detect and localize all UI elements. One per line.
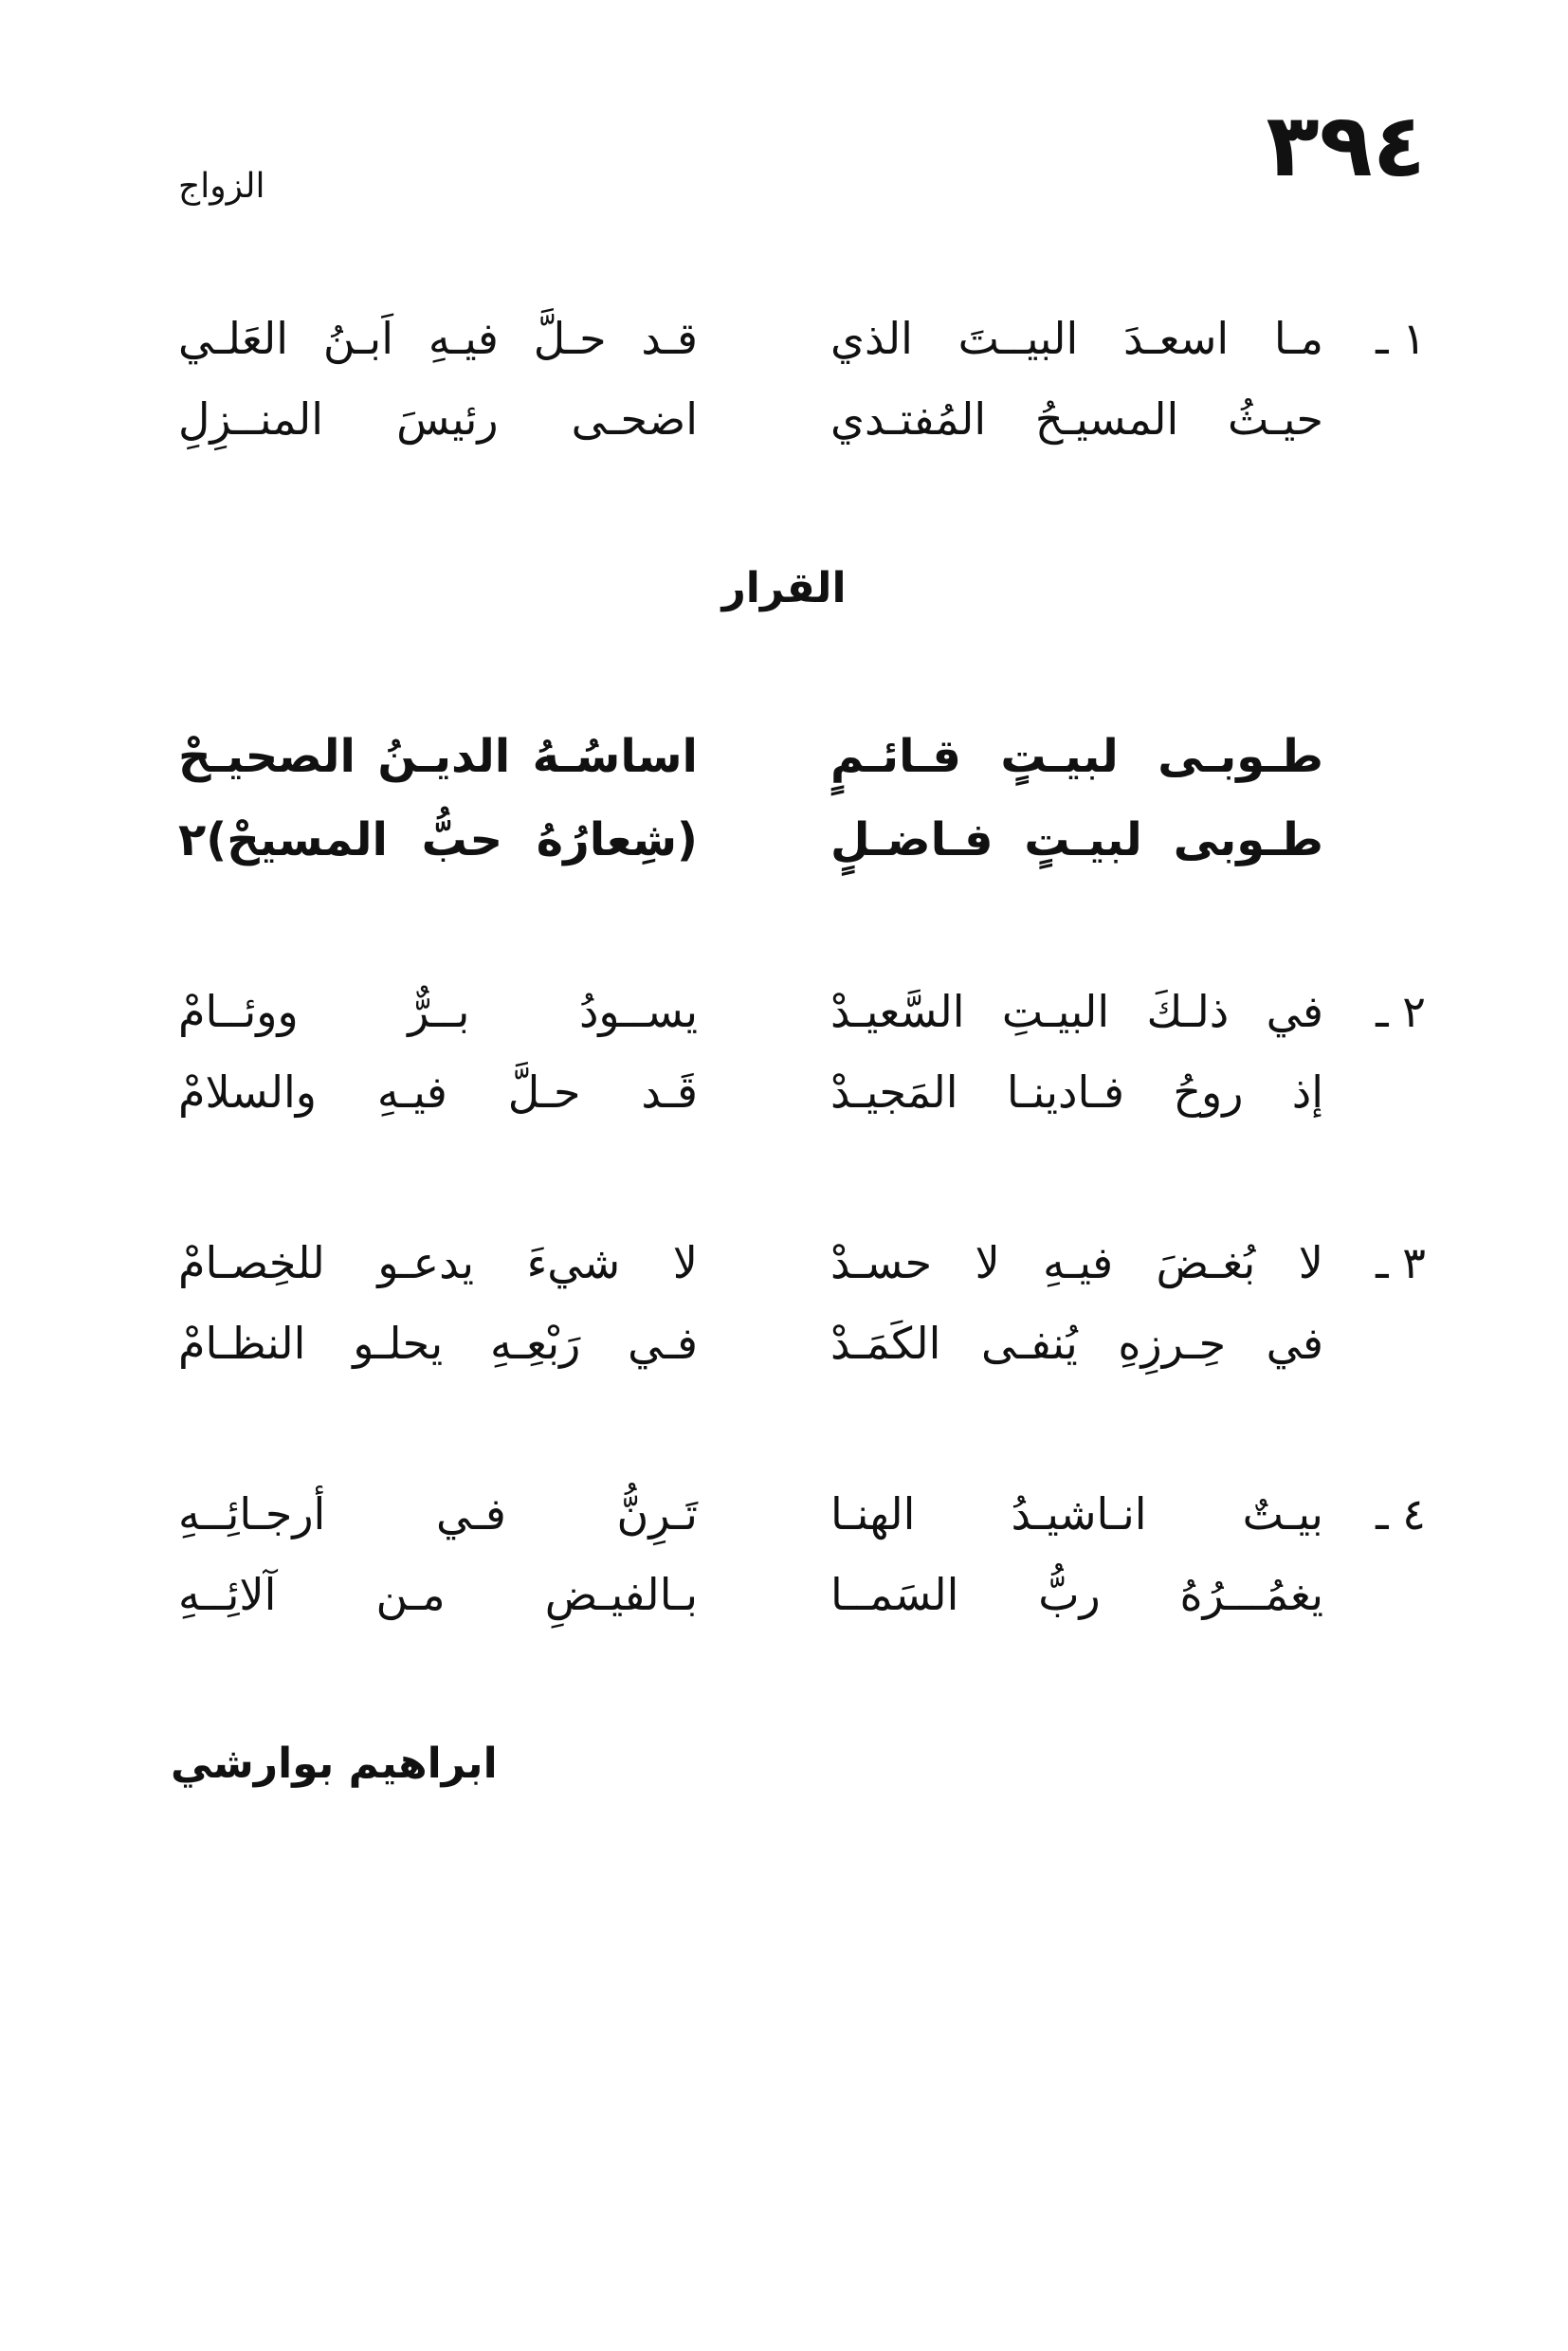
verse-first-half: طـوبـى لبيـتٍ قـائـمٍ bbox=[830, 730, 1323, 783]
verse-first-half: إذ روحُ فـادينـا المَجيـدْ bbox=[830, 1066, 1323, 1118]
verse-second-half: (شِعارُهُ حبُّ المسيحْ)٢ bbox=[178, 813, 698, 866]
verse-first-half: مـا اسعـدَ البيــتَ الذي bbox=[830, 313, 1323, 364]
author-name: ابراهيم بوارشي bbox=[171, 1740, 498, 1788]
verse-first-half: بيـتٌ انـاشيـدُ الهنـا bbox=[830, 1488, 1323, 1540]
verse-second-half: بـالفيـضِ مـن آلائِــهِ bbox=[178, 1569, 698, 1620]
verse-second-half: قـد حـلَّ فيـهِ اَبـنُ العَلـي bbox=[178, 313, 698, 364]
verse-line bbox=[0, 1569, 1568, 1645]
verse-first-half: حيـثُ المسيـحُ المُفتـدي bbox=[830, 393, 1323, 445]
stanza-number: ٣ ـ bbox=[1376, 1237, 1426, 1288]
verse-first-half: طـوبى لبيـتٍ فـاضـلٍ bbox=[830, 813, 1323, 866]
stanza-number: ٤ ـ bbox=[1376, 1488, 1426, 1540]
verse-first-half: يغمُـــرُهُ ربُّ السَمــا bbox=[830, 1569, 1323, 1620]
stanza-number: ١ ـ bbox=[1376, 313, 1426, 364]
verse-second-half: يســودُ بــرٌّ ووئــامْ bbox=[178, 986, 698, 1037]
verse-line bbox=[0, 1318, 1568, 1394]
refrain-line bbox=[0, 813, 1568, 889]
verse-first-half: لا بُغـضَ فيـهِ لا حسـدْ bbox=[830, 1237, 1323, 1288]
verse-second-half: اضحـى رئيسَ المنــزِلِ bbox=[178, 393, 698, 445]
refrain-title: القرار bbox=[721, 564, 847, 612]
verse-second-half: اساسُـهُ الديـنُ الصحيـحْ bbox=[178, 730, 698, 783]
stanza-number: ٢ ـ bbox=[1376, 986, 1426, 1037]
verse-line bbox=[0, 1488, 1568, 1564]
verse-line bbox=[0, 986, 1568, 1062]
verse-line bbox=[0, 393, 1568, 469]
verse-second-half: تَـرِنُّ فـي أرجـائِــهِ bbox=[178, 1488, 698, 1540]
verse-second-half: فـي رَبْعِـهِ يحلـو النظـامْ bbox=[178, 1318, 698, 1369]
verse-first-half: في حِـرزِهِ يُنفـى الكَمَـدْ bbox=[830, 1318, 1323, 1369]
verse-line bbox=[0, 1066, 1568, 1142]
verse-second-half: لا شيءَ يدعـو للخِصـامْ bbox=[178, 1237, 698, 1288]
verse-second-half: قَـد حـلَّ فيـهِ والسلامْ bbox=[178, 1066, 698, 1118]
verse-first-half: في ذلـكَ البيـتِ السَّعيـدْ bbox=[830, 986, 1323, 1037]
hymn-number: ٣٩٤ bbox=[1266, 95, 1426, 196]
verse-line bbox=[0, 1237, 1568, 1313]
verse-line bbox=[0, 313, 1568, 389]
refrain-line bbox=[0, 730, 1568, 806]
hymn-category: الزواج bbox=[178, 167, 265, 206]
